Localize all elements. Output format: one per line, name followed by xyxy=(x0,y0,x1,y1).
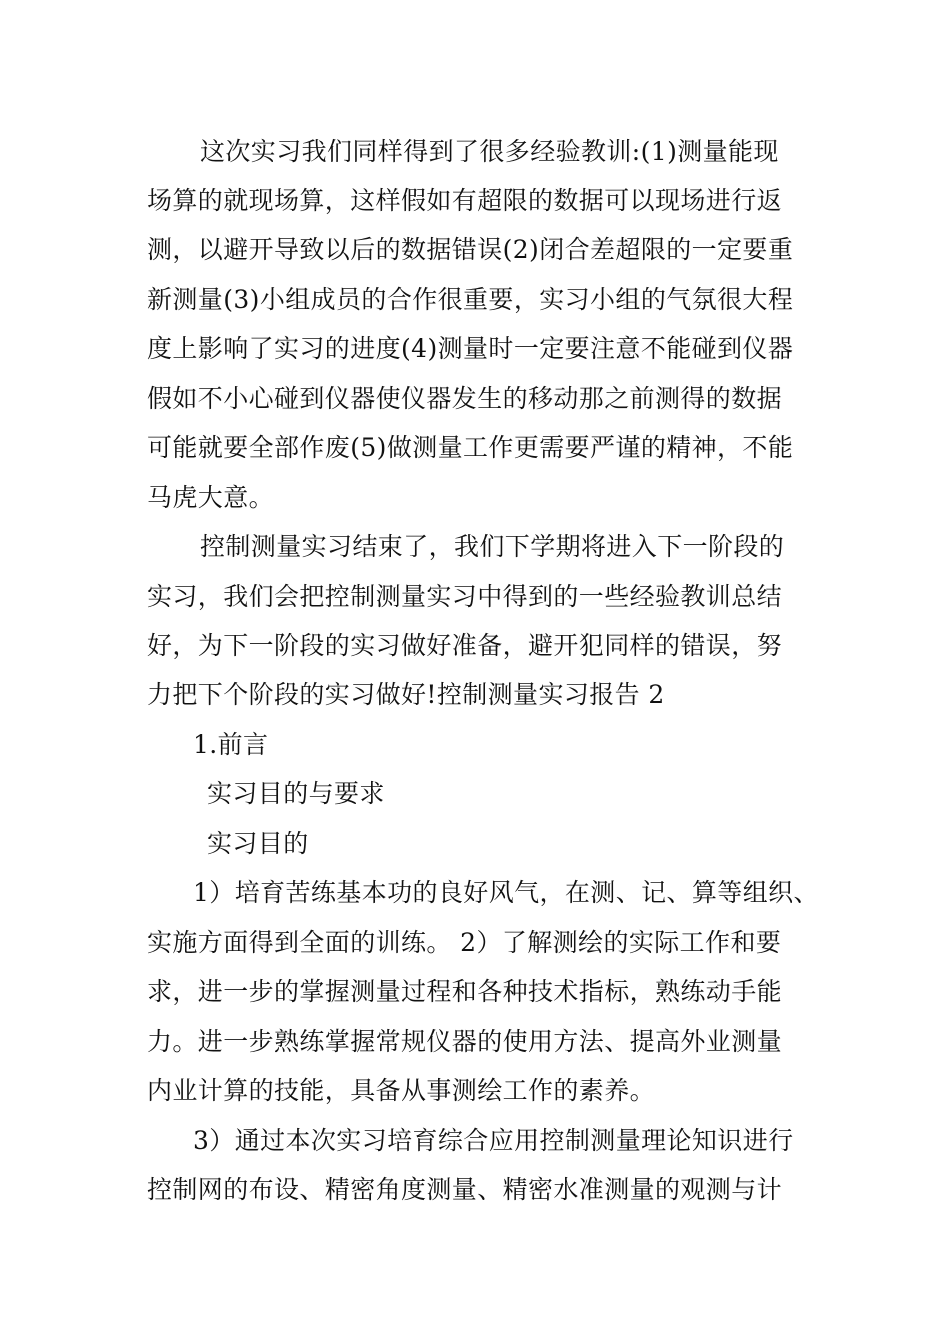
text-line: 测，以避开导致以后的数据错误(2)闭合差超限的一定要重 xyxy=(147,235,794,264)
text-line: 实施方面得到全面的训练。 2）了解测绘的实际工作和要 xyxy=(147,928,782,957)
text-line: 可能就要全部作废(5)做测量工作更需要严谨的精神，不能 xyxy=(147,433,794,462)
text-line: 3）通过本次实习培育综合应用控制测量理论知识进行 xyxy=(193,1126,794,1155)
text-line: 内业计算的技能，具备从事测绘工作的素养。 xyxy=(147,1076,656,1105)
section-heading: 1.前言 xyxy=(193,730,269,759)
text-line: 1）培育苦练基本功的良好风气，在测、记、算等组织、 xyxy=(193,878,819,907)
text-line: 力。进一步熟练掌握常规仪器的使用方法、提高外业测量 xyxy=(147,1027,783,1056)
text-line: 假如不小心碰到仪器使仪器发生的移动那之前测得的数据 xyxy=(147,384,783,413)
text-line: 控制测量实习结束了，我们下学期将进入下一阶段的 xyxy=(200,532,785,561)
text-line: 这次实习我们同样得到了很多经验教训:(1)测量能现 xyxy=(200,137,779,166)
text-line: 求，进一步的掌握测量过程和各种技术指标，熟练动手能 xyxy=(147,977,783,1006)
text-line: 实习，我们会把控制测量实习中得到的一些经验教训总结 xyxy=(147,582,783,611)
subsection-heading: 实习目的与要求 xyxy=(207,779,385,808)
text-line: 控制网的布设、精密角度测量、精密水准测量的观测与计 xyxy=(147,1175,783,1204)
text-line: 好，为下一阶段的实习做好准备，避开犯同样的错误，努 xyxy=(147,631,783,660)
text-line: 新测量(3)小组成员的合作很重要，实习小组的气氛很大程 xyxy=(147,285,794,314)
text-line: 场算的就现场算，这样假如有超限的数据可以现场进行返 xyxy=(147,186,783,215)
text-line: 度上影响了实习的进度(4)测量时一定要注意不能碰到仪器 xyxy=(147,334,794,363)
text-line: 马虎大意。 xyxy=(147,483,275,512)
subsection-heading: 实习目的 xyxy=(207,829,309,858)
text-line: 力把下个阶段的实习做好!控制测量实习报告 2 xyxy=(147,680,665,709)
